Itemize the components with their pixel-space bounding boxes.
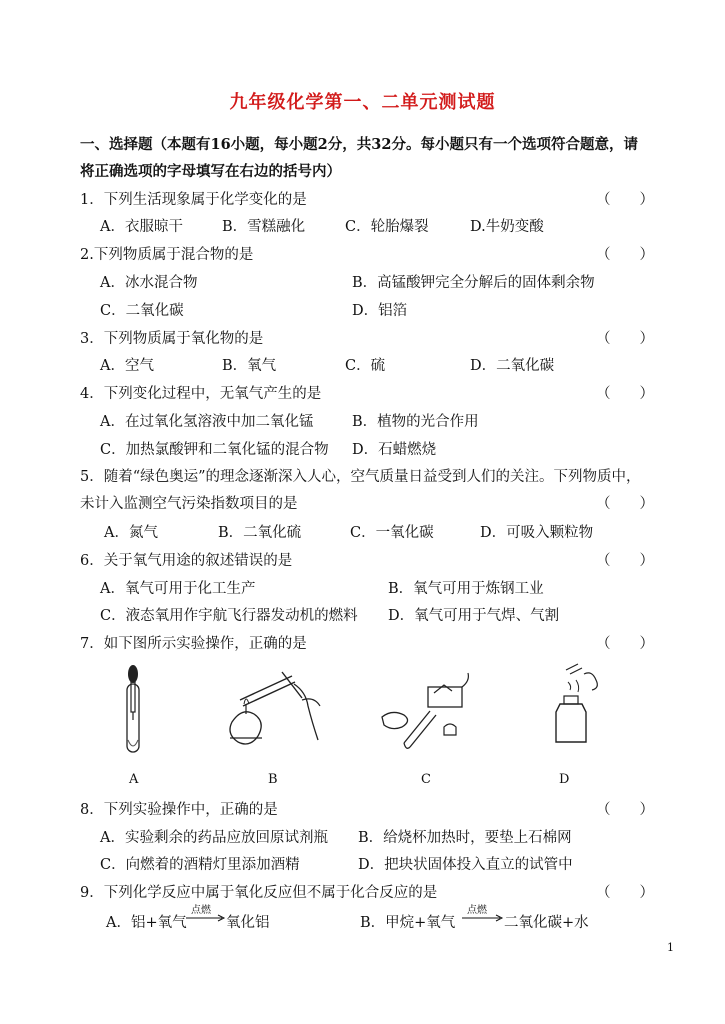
question-2-option-b: B．高锰酸钾完全分解后的固体剩余物 (352, 275, 595, 291)
question-4-option-d: D．石蜡燃烧 (352, 442, 437, 458)
figure-c-adding-solid (378, 665, 478, 765)
figure-label-b: B (268, 772, 278, 787)
question-3-option-c: C．硫 (345, 358, 386, 374)
answer-parentheses: （ ） (596, 192, 654, 208)
question-4-option-b: B．植物的光合作用 (352, 414, 479, 430)
question-8-option-d: D．把块状固体投入直立的试管中 (358, 857, 573, 873)
question-8-option-c: C．向燃着的酒精灯里添加酒精 (100, 857, 300, 873)
question-9-option-b-product: 二氧化碳+水 (504, 915, 589, 931)
question-1-option-d: D.牛奶变酸 (470, 219, 544, 235)
question-8-option-b: B．给烧杯加热时，要垫上石棉网 (358, 830, 572, 846)
page-title: 九年级化学第一、二单元测试题 (229, 92, 496, 113)
question-5-option-a: A．氮气 (104, 525, 158, 541)
question-4-option-a: A．在过氧化氢溶液中加二氧化锰 (100, 414, 314, 430)
question-6-option-d: D．氧气可用于气焊、气割 (388, 608, 560, 624)
figure-a-dropper-tube (118, 660, 148, 760)
question-2-stem: 2.下列物质属于混合物的是 (80, 247, 254, 263)
reaction-arrow-icon (186, 914, 226, 922)
figure-label-a: A (129, 772, 139, 787)
question-1-option-a: A．衣服晾干 (100, 219, 183, 235)
question-7-stem: 7．如下图所示实验操作，正确的是 (80, 636, 307, 652)
answer-parentheses: （ ） (596, 802, 654, 818)
question-8-option-a: A．实验剩余的药品应放回原试剂瓶 (100, 830, 328, 846)
question-9-option-b-reactants: B．甲烷+氧气 (360, 915, 456, 931)
question-5-option-c: C．一氧化碳 (350, 525, 434, 541)
section-heading-line2: 将正确选项的字母填写在右边的括号内） (80, 163, 341, 180)
question-1-stem: 1．下列生活现象属于化学变化的是 (80, 192, 307, 208)
reaction-arrow-icon (462, 914, 504, 922)
question-6-stem: 6．关于氧气用途的叙述错误的是 (80, 553, 293, 569)
answer-parentheses: （ ） (596, 247, 654, 263)
question-4-option-c: C．加热氯酸钾和二氧化锰的混合物 (100, 442, 329, 458)
answer-parentheses: （ ） (596, 331, 654, 347)
question-6-option-c: C．液态氧用作宇航飞行器发动机的燃料 (100, 608, 358, 624)
page-number: 1 (667, 941, 674, 954)
question-5-stem: 5．随着“绿色奥运”的理念逐渐深入人心，空气质量日益受到人们的关注。下列物质中， (80, 469, 641, 485)
answer-parentheses: （ ） (596, 636, 654, 652)
question-5-option-b: B．二氧化硫 (218, 525, 302, 541)
question-9-option-a-product: 氧化铝 (226, 915, 270, 931)
figure-b-heating-tube (222, 662, 332, 752)
question-3-option-b: B．氧气 (222, 358, 277, 374)
figure-label-c: C (421, 772, 431, 787)
question-1-option-b: B．雪糕融化 (222, 219, 306, 235)
question-3-stem: 3．下列物质属于氧化物的是 (80, 331, 264, 347)
question-4-stem: 4．下列变化过程中，无氧气产生的是 (80, 386, 322, 402)
question-9-option-a-reactants: A．铝+氧气 (106, 915, 187, 931)
figure-d-smelling-gas (548, 660, 618, 750)
question-9-stem: 9．下列化学反应中属于氧化反应但不属于化合反应的是 (80, 885, 438, 901)
question-5-option-d: D．可吸入颗粒物 (480, 525, 594, 541)
question-6-option-b: B．氧气可用于炼钢工业 (388, 581, 544, 597)
question-5-stem-line2: 未计入监测空气污染指数项目的是 (80, 496, 298, 512)
section-heading-line1: 一、选择题（本题有16小题，每小题2分，共32分。每小题只有一个选项符合题意，请 (80, 136, 638, 153)
question-6-option-a: A．氧气可用于化工生产 (100, 581, 256, 597)
question-2-option-a: A．冰水混合物 (100, 275, 198, 291)
question-9-option-b-condition: 点燃 (467, 905, 487, 916)
answer-parentheses: （ ） (596, 553, 654, 569)
question-9-option-a-condition: 点燃 (191, 905, 211, 916)
question-2-option-c: C．二氧化碳 (100, 303, 184, 319)
figure-label-d: D (559, 772, 570, 787)
question-3-option-a: A．空气 (100, 358, 154, 374)
question-2-option-d: D．铝箔 (352, 303, 408, 319)
question-8-stem: 8．下列实验操作中，正确的是 (80, 802, 278, 818)
answer-parentheses: （ ） (596, 885, 654, 901)
answer-parentheses: （ ） (596, 386, 654, 402)
question-3-option-d: D．二氧化碳 (470, 358, 555, 374)
answer-parentheses: （ ） (596, 496, 654, 512)
question-1-option-c: C．轮胎爆裂 (345, 219, 429, 235)
